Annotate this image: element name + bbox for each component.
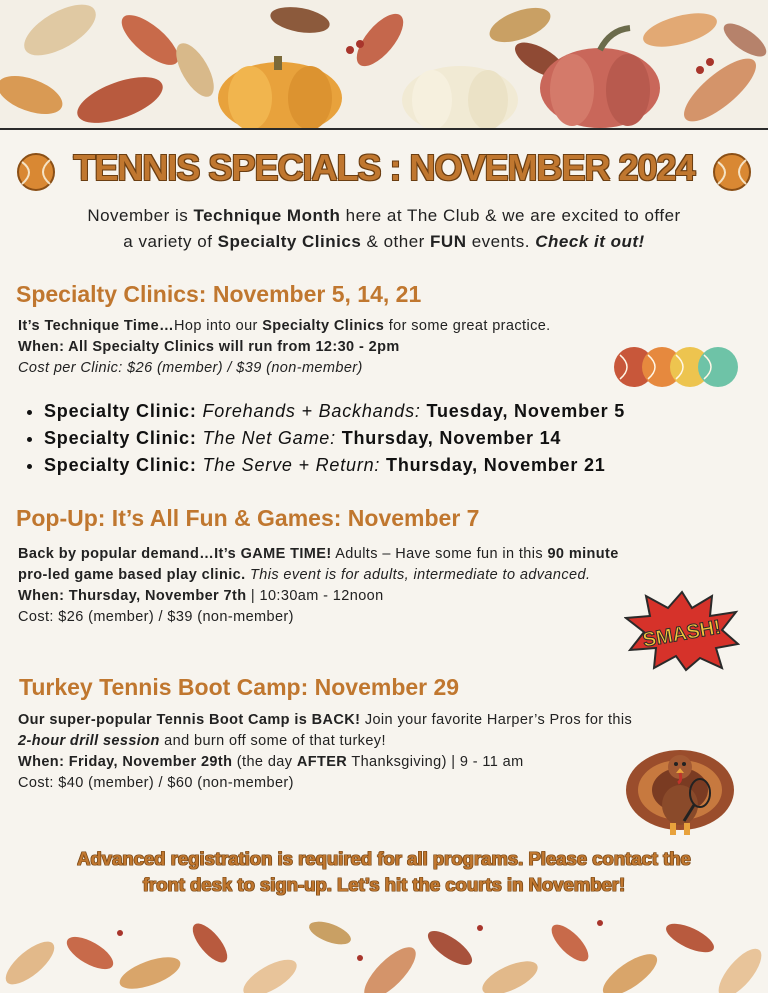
list-item: • Specialty Clinic: The Net Game: Thursday, November 14 — [44, 425, 625, 452]
bootcamp-heading: Turkey Tennis Boot Camp: November 29 — [19, 674, 460, 700]
registration-notice: Advanced registration is required for all programs. Please contact the front desk to sign-up. Let’s hit the courts in November! — [77, 848, 691, 895]
tennis-balls-row-icon — [612, 345, 744, 389]
autumn-banner — [0, 0, 768, 130]
smash-badge — [624, 590, 740, 672]
turkey-icon — [624, 735, 736, 841]
list-item: • Specialty Clinic: The Serve + Return: Thursday, November 21 — [44, 452, 625, 479]
popup-details: Back by popular demand…It’s GAME TIME! Adults – Have some fun in this 90 minute pro-led game based play clinic. This event is for adults, intermediate to advanced. When: Thursday, November 7th | 10:30am - 12noon Cost: $26 (member) / $39 (non-member) — [18, 546, 619, 625]
autumn-footer — [0, 903, 768, 993]
specialty-details: It’s Technique Time…Hop into our Specialty Clinics for some great practice. When: All Specialty Clinics will run from 12:30 - 2pm Cost per Clinic: $26 (member) / $39 (non-member) — [18, 318, 551, 376]
list-item: • Specialty Clinic: Forehands + Backhands: Tuesday, November 5 — [44, 398, 625, 425]
leaves-illustration — [0, 903, 768, 993]
page-title: TENNIS SPECIALS : NOVEMBER 2024 — [73, 147, 695, 188]
tennis-ball-icon — [712, 152, 752, 192]
specialty-heading: Specialty Clinics: November 5, 14, 21 — [16, 281, 422, 307]
intro-text: November is Technique Month here at The Club & we are excited to offer a variety of Specialty Clinics & other FUN events. Check it out! — [87, 206, 681, 251]
bootcamp-details: Our super-popular Tennis Boot Camp is BACK! Join your favorite Harper’s Pros for this 2-hour drill session and burn off some of that turkey! When: Friday, November 29th (the day AFTER Thanksgiving) | 9 - 11 am Cost: $40 (member) / $60 (non-member) — [18, 712, 633, 791]
smash-badge-text: SMASH! — [641, 616, 723, 652]
pumpkins-leaves-illustration — [0, 0, 768, 128]
popup-heading: Pop-Up: It’s All Fun & Games: November 7 — [16, 505, 480, 531]
clinic-list — [22, 398, 625, 479]
